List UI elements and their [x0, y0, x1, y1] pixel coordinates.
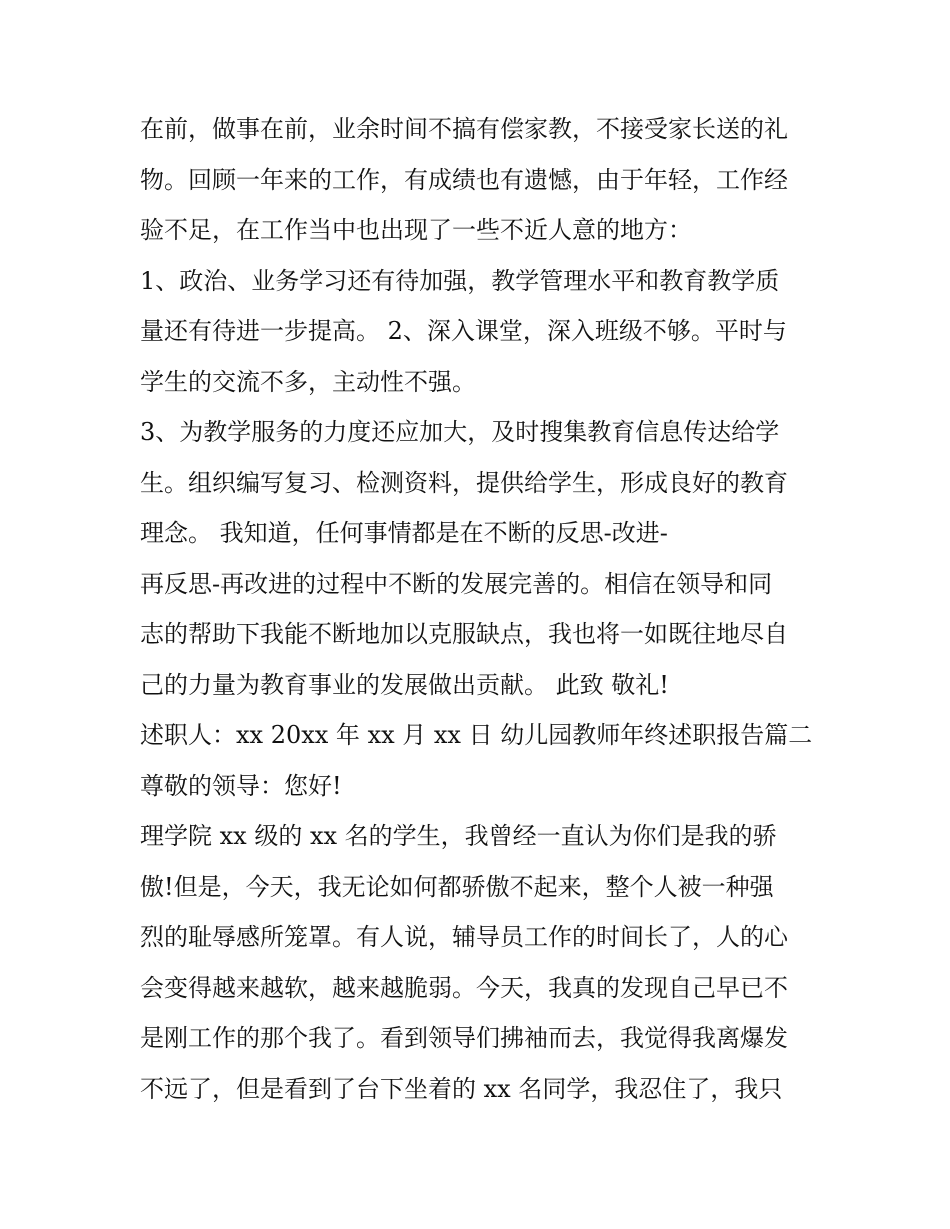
text-line-5: 量还有待进一步提高。 2、深入课堂，深入班级不够。平时与: [140, 317, 787, 345]
text-line-20: 不远了，但是看到了台下坐着的 xx 名同学，我忍住了，我只: [140, 1074, 783, 1103]
text-line-10: 再反思-再改进的过程中不断的发展完善的。相信在领导和同: [140, 569, 773, 598]
text-line-9: 理念。 我知道，任何事情都是在不断的反思-改进-: [140, 519, 668, 547]
text-line-17: 烈的耻辱感所笼罩。有人说，辅导员工作的时间长了，人的心: [140, 923, 788, 951]
text-line-1: 在前，做事在前，业余时间不搞有偿家教，不接受家长送的礼: [140, 115, 788, 143]
text-line-16: 傲!但是，今天，我无论如何都骄傲不起来，整个人被一种强: [140, 872, 774, 901]
text-line-3: 验不足，在工作当中也出现了一些不近人意的地方：: [140, 216, 692, 244]
text-line-7: 3、为教学服务的力度还应加大，及时搜集教育信息传达给学: [140, 418, 780, 446]
text-line-19: 是刚工作的那个我了。看到领导们拂袖而去，我觉得我离爆发: [140, 1024, 788, 1052]
text-line-15: 理学院 xx 级的 xx 名的学生，我曾经一直认为你们是我的骄: [140, 822, 777, 850]
text-line-12: 己的力量为教育事业的发展做出贡献。 此致 敬礼!: [140, 670, 669, 699]
text-line-11: 志的帮助下我能不断地加以克服缺点，我也将一如既往地尽自: [140, 620, 788, 648]
text-line-18: 会变得越来越软，越来越脆弱。今天，我真的发现自己早已不: [140, 973, 788, 1002]
text-line-14: 尊敬的领导：您好!: [140, 771, 342, 800]
text-line-8: 生。组织编写复习、检测资料，提供给学生，形成良好的教育: [140, 468, 788, 497]
text-line-13: 述职人：xx 20xx 年 xx 月 xx 日 幼儿园教师年终述职报告篇二: [140, 721, 813, 749]
text-line-6: 学生的交流不多，主动性不强。: [140, 367, 476, 396]
text-line-4: 1、政治、业务学习还有待加强，教学管理水平和教育教学质: [140, 266, 780, 295]
document-body: [140, 104, 820, 1114]
text-line-2: 物。回顾一年来的工作，有成绩也有遗憾，由于年轻，工作经: [140, 165, 788, 194]
